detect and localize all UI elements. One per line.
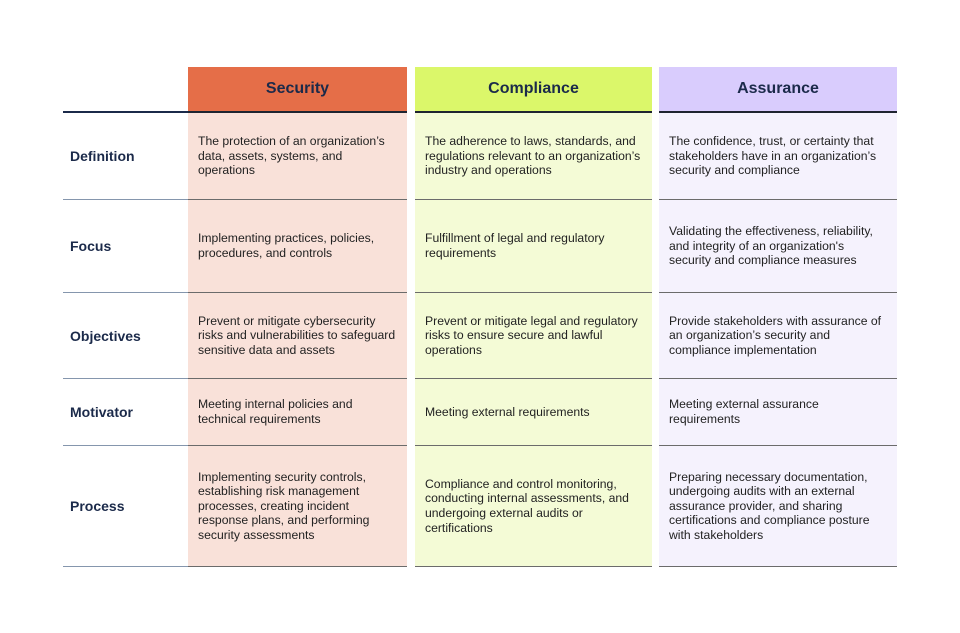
cell-security-focus: Implementing practices, policies, procedures, and controls [198,231,375,260]
cell-assurance-definition: The confidence, trust, or certainty that stakeholders have in an organization’s security and compliance [669,134,877,178]
row-divider [415,566,652,567]
column-compliance [415,67,652,567]
row-divider [659,566,897,567]
cell-security-process: Implementing security controls, establishing risk management processes, creating incident response plans, and performing security assessments [198,469,370,542]
row-divider [63,292,188,293]
row-label-objectives: Objectives [70,327,141,344]
cell-security-definition: The protection of an organization’s data, assets, systems, and operations [198,134,385,178]
cell-compliance-objectives: Prevent or mitigate legal and regulatory risks to ensure secure and lawful operations [425,313,638,357]
column-header-security: Security [188,67,407,113]
cell-compliance-focus: Fulfillment of legal and regulatory requirements [425,231,605,260]
row-label-motivator: Motivator [70,404,133,420]
row-divider [63,378,188,379]
column-security [188,67,407,567]
row-divider [63,445,188,446]
row-divider [63,566,188,567]
row-label-process: Process [70,498,125,514]
cell-security-motivator: Meeting internal policies and technical requirements [198,397,353,426]
row-label-focus: Focus [70,238,112,254]
cell-security-objectives: Prevent or mitigate cybersecurity risks and vulnerabilities to safeguard sensitive data and assets [198,313,396,357]
cell-assurance-objectives: Provide stakeholders with assurance of an organization’s security and compliance implementation [669,313,882,357]
column-header-assurance: Assurance [659,67,897,113]
column-header-compliance: Compliance [415,67,652,113]
cell-assurance-process: Preparing necessary documentation, undergoing audits with an external assurance provider, and sharing certifications and compliance posture with stakeholders [669,469,870,542]
row-label-definition: Definition [70,148,135,164]
row-divider [63,199,188,200]
cell-compliance-process: Compliance and control monitoring, conducting internal assessments, and undergoing external audits or certifications [425,476,629,535]
row-divider [188,566,407,567]
cell-compliance-definition: The adherence to laws, standards, and regulations relevant to an organization’s industry and operations [425,134,641,178]
cell-assurance-focus: Validating the effectiveness, reliability, and integrity of an organization's security and compliance measures [669,224,873,268]
cell-compliance-motivator: Meeting external requirements [425,404,590,419]
cell-assurance-motivator: Meeting external assurance requirements [669,397,819,426]
column-assurance [659,67,897,567]
